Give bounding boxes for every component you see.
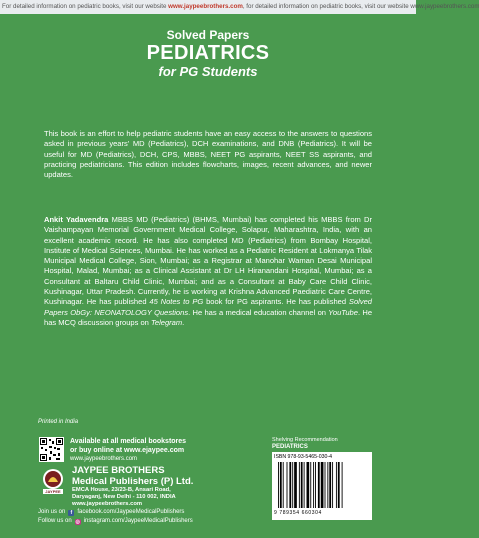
- top-bar: [0, 0, 479, 14]
- barcode-digits: 9 789354 660304: [274, 510, 322, 516]
- author-name: Ankit Yadavendra: [44, 215, 109, 224]
- bio-text-4: . He has MCQ discussion groups on: [44, 307, 373, 327]
- publisher-name: JAYPEE BROTHERS: [72, 465, 165, 476]
- barcode-bar: [342, 462, 343, 508]
- book-ref-2: Solved Papers ObGy: NEONATOLOGY Questions: [44, 297, 372, 317]
- book-title: PEDIATRICS: [146, 42, 270, 64]
- barcode-bar: [292, 462, 293, 508]
- barcode-bar: [301, 462, 303, 508]
- barcode-bar: [310, 462, 311, 508]
- logo-text: JAYPEE: [45, 489, 61, 495]
- book-ref-1: 45 Notes to PG: [149, 297, 204, 307]
- join-label: Join us on: [38, 509, 66, 515]
- shelving-label: Shelving Recommendation: [272, 437, 338, 443]
- publisher-info: [72, 466, 193, 508]
- availability-line-1: Available at all medical bookstores: [70, 438, 187, 445]
- cover-header: [0, 28, 416, 79]
- barcode-bar: [287, 462, 288, 508]
- follow-label: Follow us on: [38, 518, 72, 524]
- barcode-bar: [294, 462, 297, 508]
- barcode-bar: [329, 462, 331, 508]
- barcode-bar: [278, 462, 279, 508]
- top-bar-suffix: , for detailed information on pediatric books, visit our website www.jaypeebrothers.com: [242, 3, 479, 10]
- facebook-icon: f: [68, 510, 74, 516]
- barcode-bar: [289, 462, 291, 508]
- book-description: This book is an effort to help pediatric students have an easy access to the answers to questions asked in previous years' MD (Pediatrics), DCH examinations, and DNB (Pediatrics). It will be useful for MD (Pediatrics), DCH, CPS, MBBS, NEET PG aspirants, NEET SS aspirants, and practicing pediatricians. This edition includes flowcharts, images, recent advances, and newer updates.: [44, 129, 372, 180]
- barcode-bar: [313, 462, 314, 508]
- barcode-bar: [315, 462, 316, 508]
- barcode-bar: [299, 462, 300, 508]
- youtube-ref: YouTube: [328, 307, 358, 317]
- bio-text-1: MBBS MD (Pediatrics) (BHMS, Mumbai) has completed his MBBS from Dr Vaishampayan Memorial Government Medical College, Solapur, Maharashtra, India, with an excellent academic record. He has also completed MD (Pediatrics) from Bombay Hospital, Institute of Medical Sciences, Mumbai. He has worked as a Pediatric Resident at Lokmanya Tilak Municipal Medical College, Sion, Mumbai; as a Registrar at Manohar Waman Desai Municipal Hospital, Malad, Mumbai; as a Clinical Assistant at Dr LH Hiranandani Hospital, Mumbai; as a Consultant at Baltaru Child Clinic, Mumbai; and as a Consultant at Baby Care Child Clinic, Kushinagar, Uttar Pradesh. Currently, he is working at Krishna Advanced Paediatric Care Centre, Kushinagar. He has published: [44, 215, 373, 307]
- printed-in-label: Printed in India: [38, 419, 79, 425]
- facebook-link[interactable]: facebook.com/JaypeeMedicalPublishers: [77, 509, 185, 515]
- barcode-bar: [304, 462, 305, 508]
- bio-text-2: book for PG aspirants. He has published: [203, 297, 349, 307]
- publisher-address-1: EMCA House, 23/23-B, Ansari Road,: [72, 487, 171, 493]
- barcode-bar: [318, 462, 320, 508]
- top-bar-prefix: For detailed information on pediatric books, visit our website: [2, 3, 169, 10]
- availability-info: [70, 437, 186, 464]
- availability-line-3[interactable]: www.jaypeebrothers.com: [70, 456, 138, 462]
- author-bio: [44, 215, 372, 328]
- barcode-bar: [325, 462, 326, 508]
- barcode-bar: [338, 462, 340, 508]
- barcode-bar: [283, 462, 284, 508]
- barcode-bar: [336, 462, 337, 508]
- barcode-bars: [278, 462, 368, 508]
- publisher-website[interactable]: www.jaypeebrothers.com: [72, 501, 143, 507]
- shelving-category: PEDIATRICS: [272, 444, 308, 450]
- publisher-address-2: Daryaganj, New Delhi - 110 002, INDIA: [72, 494, 176, 500]
- barcode-bar: [327, 462, 328, 508]
- instagram-link[interactable]: instagram.com/JaypeeMedicalPublishers: [83, 518, 193, 524]
- barcode-bar: [332, 462, 333, 508]
- book-subtitle: for PG Students: [158, 64, 258, 79]
- social-links: [38, 508, 193, 526]
- barcode-bar: [307, 462, 310, 508]
- barcode-bar: [280, 462, 282, 508]
- telegram-ref: Telegram: [150, 317, 183, 327]
- bio-text-3: . He has a medical education channel on: [188, 307, 329, 317]
- instagram-icon: ◎: [75, 518, 80, 525]
- publisher-name-2: Medical Publishers (P) Ltd.: [72, 476, 194, 487]
- qr-code-icon[interactable]: [39, 437, 64, 462]
- shelving-recommendation: [272, 437, 338, 451]
- isbn-barcode: [272, 452, 372, 520]
- publisher-logo: [39, 467, 67, 495]
- website-link[interactable]: www.jaypeebrothers.com: [168, 3, 243, 10]
- availability-line-2[interactable]: or buy online at www.ejaypee.com: [70, 447, 185, 454]
- isbn-number: ISBN 978-93-5465-030-4: [274, 454, 332, 460]
- barcode-bar: [321, 462, 324, 508]
- series-label: Solved Papers: [166, 28, 250, 42]
- bio-text-5: .: [182, 317, 185, 327]
